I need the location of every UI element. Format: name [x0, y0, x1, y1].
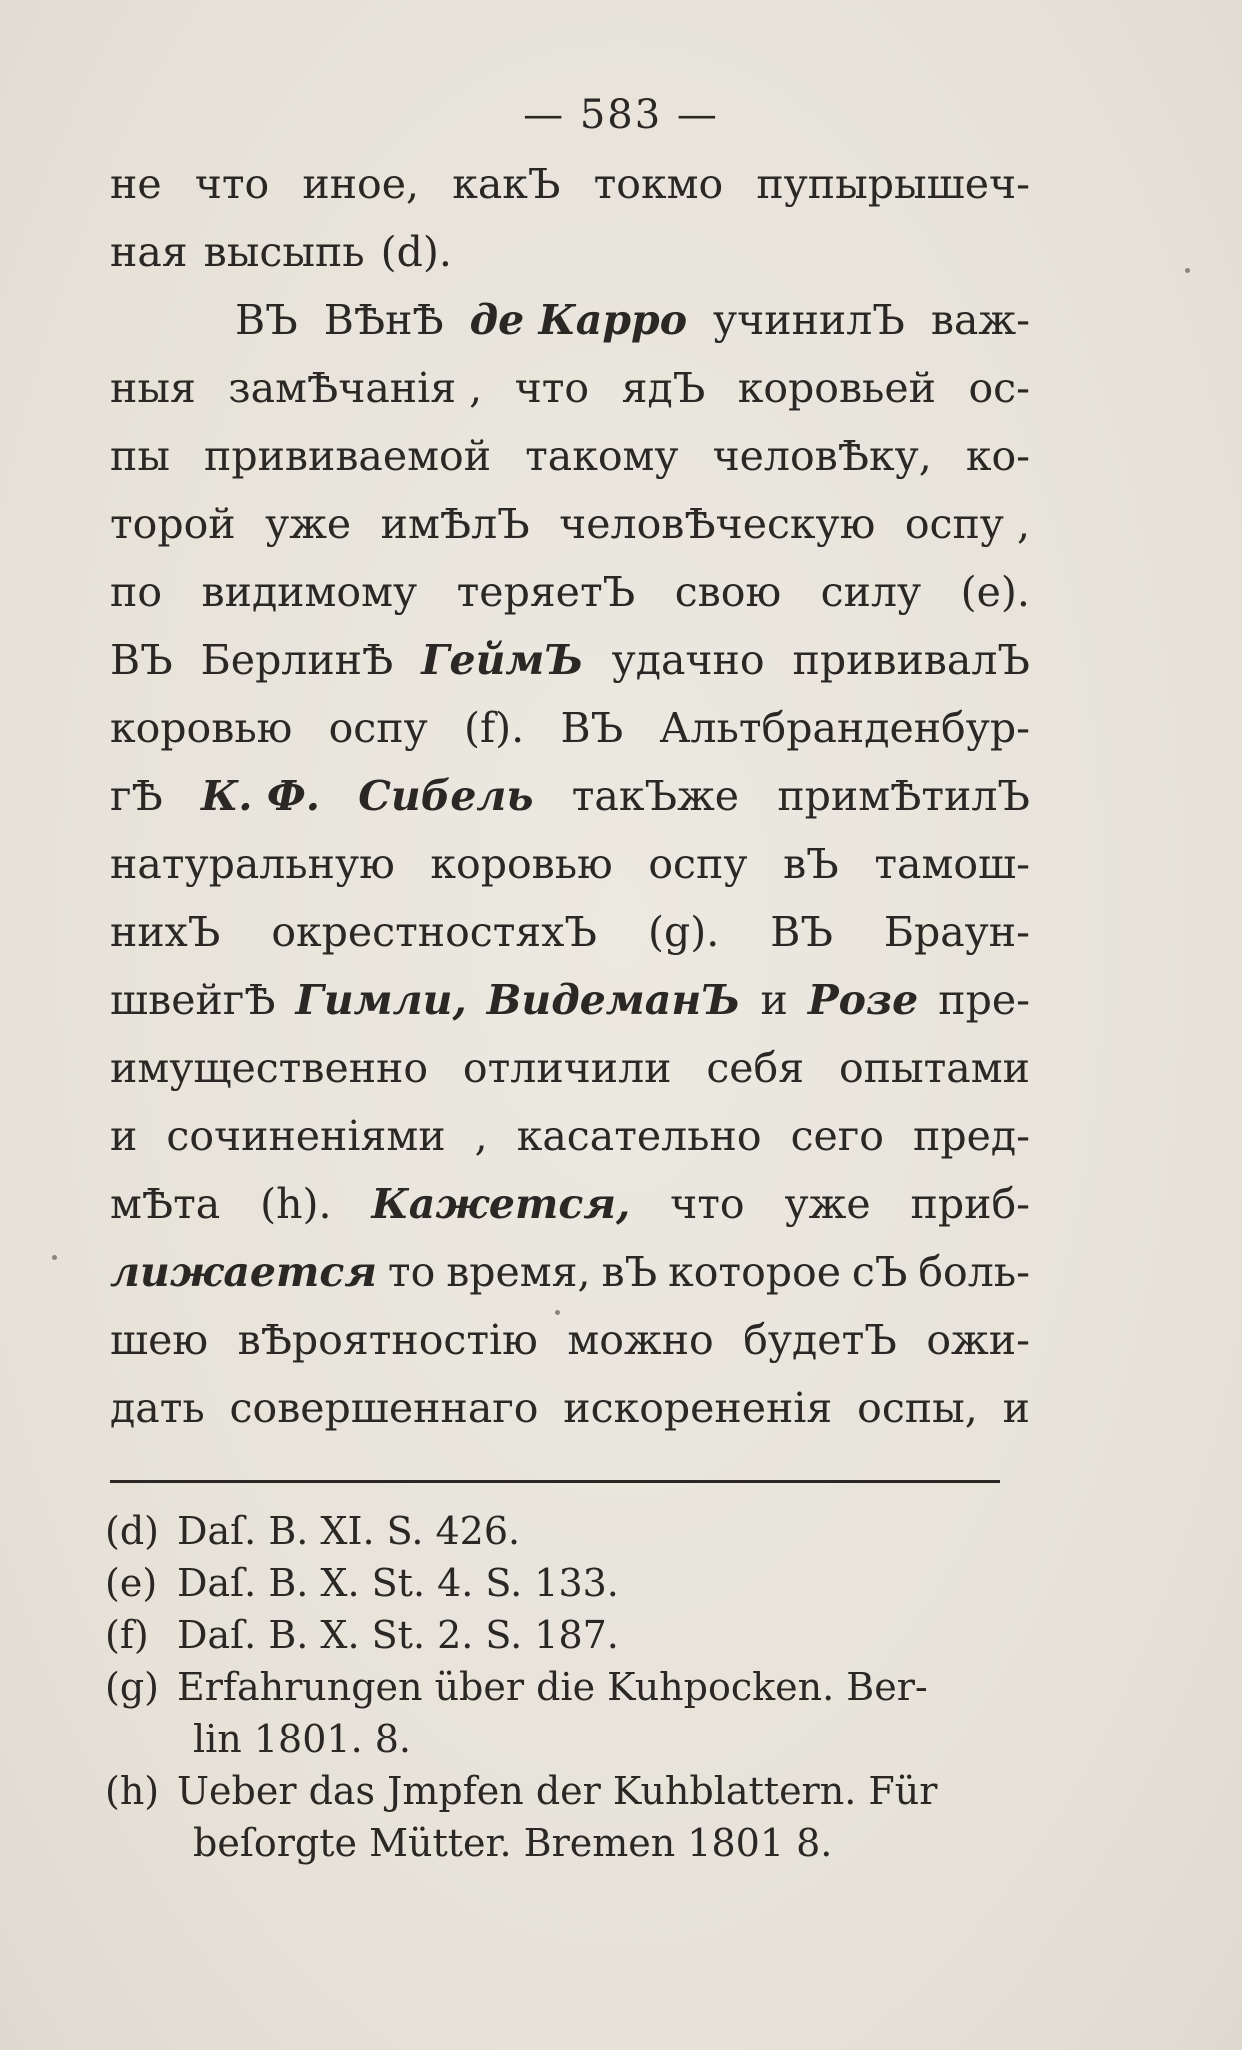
word: сего — [790, 1112, 884, 1160]
footnote — [105, 1765, 1035, 1817]
text-line — [110, 1374, 1030, 1442]
word: силу — [820, 568, 922, 616]
word: уже — [784, 1180, 871, 1228]
word: , — [474, 1112, 488, 1160]
text-line — [110, 1306, 1030, 1374]
word: де Карро — [469, 296, 688, 344]
word: теряетЪ — [456, 568, 636, 616]
word: не — [110, 160, 162, 208]
word: высыпь — [203, 228, 365, 276]
word: человѢческую — [559, 500, 876, 548]
word: (h). — [260, 1180, 332, 1228]
footnote-mark: (f) — [105, 1613, 149, 1657]
word: ВЪ — [110, 636, 173, 684]
footnote-text: Erfahrungen über die Kuhpocken. Ber- — [177, 1665, 928, 1709]
text-line — [110, 218, 1030, 286]
text-line — [110, 1170, 1030, 1238]
body-text — [110, 150, 1030, 1442]
word: такому — [525, 432, 679, 480]
footnote-text: Daſ. B. X. St. 2. S. 187. — [177, 1613, 619, 1657]
word: что — [670, 1180, 745, 1228]
word: прививалЪ — [792, 636, 1030, 684]
word: ядЪ — [621, 364, 706, 412]
word: оспу , — [904, 500, 1030, 548]
footnote-mark: (g) — [105, 1665, 159, 1709]
word: искорененія — [563, 1384, 833, 1432]
word: будетЪ — [743, 1316, 897, 1364]
word: замѢчанія , — [228, 364, 483, 412]
word: человѢку, — [712, 432, 932, 480]
word: коровью — [430, 840, 613, 888]
footnote — [105, 1505, 1035, 1557]
word: имѢлЪ — [380, 500, 530, 548]
word: и — [110, 1112, 138, 1160]
word: окрестностяхЪ — [271, 908, 597, 956]
word: коровью — [110, 704, 293, 752]
word: Альтбранденбур- — [659, 704, 1030, 752]
paper-speck — [555, 1310, 560, 1315]
footnote-text: Ueber das Jmpfen der Kuhblattern. Für — [177, 1769, 938, 1813]
word: которое — [668, 1248, 841, 1296]
text-line — [110, 1238, 1030, 1306]
word: БерлинѢ — [200, 636, 394, 684]
word: время, — [446, 1248, 591, 1296]
text-line — [110, 966, 1030, 1034]
word: приб- — [910, 1180, 1030, 1228]
word: вѢроятностію — [237, 1316, 538, 1364]
word: сЪ — [851, 1248, 908, 1296]
word: пред- — [913, 1112, 1030, 1160]
text-line — [110, 694, 1030, 762]
footnote-mark: (d) — [105, 1509, 159, 1553]
footnote-mark: (h) — [105, 1769, 160, 1813]
word: дать — [110, 1384, 205, 1432]
word: ВЪ — [235, 296, 298, 344]
word: ныя — [110, 364, 196, 412]
word: вЪ — [601, 1248, 658, 1296]
word: ожи- — [926, 1316, 1030, 1364]
footnote-divider — [110, 1480, 1000, 1483]
paper-speck — [52, 1255, 57, 1260]
word: ВидеманЪ — [486, 976, 741, 1024]
word: (e). — [960, 568, 1030, 616]
word: нихЪ — [110, 908, 221, 956]
word: тамош- — [874, 840, 1030, 888]
word: иное, — [302, 160, 420, 208]
word: ная — [110, 228, 188, 276]
word: то — [387, 1248, 436, 1296]
word: себя — [706, 1044, 805, 1092]
word: (d). — [380, 228, 452, 276]
word: совершеннаго — [229, 1384, 539, 1432]
text-line — [110, 558, 1030, 626]
word: прививаемой — [204, 432, 492, 480]
word: (f). — [463, 704, 525, 752]
word: Гимли, — [295, 976, 467, 1024]
footnote-continuation: lin 1801. 8. — [193, 1717, 411, 1761]
word: и — [1002, 1384, 1030, 1432]
word: пы — [110, 432, 170, 480]
word: Кажется, — [371, 1180, 631, 1228]
paper-speck — [1185, 268, 1190, 273]
word: ВѢнѢ — [323, 296, 444, 344]
word: вЪ — [783, 840, 839, 888]
word: Браун- — [883, 908, 1030, 956]
page-number: — 583 — — [523, 92, 719, 138]
text-line — [110, 1102, 1030, 1170]
word: учинилЪ — [713, 296, 905, 344]
text-line — [110, 150, 1030, 218]
footnote-text: Daſ. B. XI. S. 426. — [177, 1509, 521, 1553]
word: швейгѢ — [110, 976, 276, 1024]
word: пупырышеч- — [756, 160, 1030, 208]
footnotes — [105, 1505, 1035, 1869]
word: важ- — [930, 296, 1030, 344]
text-line — [110, 422, 1030, 490]
word: свою — [674, 568, 782, 616]
word: Розе — [807, 976, 919, 1024]
word: торой — [110, 500, 236, 548]
word: такЪже — [571, 772, 740, 820]
word: какЪ — [452, 160, 561, 208]
word: и — [760, 976, 788, 1024]
footnote — [105, 1661, 1035, 1713]
word: К. Ф. — [200, 772, 321, 820]
word: боль- — [918, 1248, 1030, 1296]
word: шею — [110, 1316, 209, 1364]
word: уже — [265, 500, 352, 548]
word: гѢ — [110, 772, 163, 820]
text-line — [110, 898, 1030, 966]
word: коровьей — [737, 364, 936, 412]
word: касательно — [516, 1112, 762, 1160]
word: ВЪ — [770, 908, 833, 956]
word: можно — [567, 1316, 714, 1364]
text-line — [110, 762, 1030, 830]
text-line — [110, 626, 1030, 694]
text-line — [110, 286, 1030, 354]
text-line — [110, 830, 1030, 898]
text-line — [110, 490, 1030, 558]
word: что — [194, 160, 270, 208]
word: что — [514, 364, 590, 412]
word: примѢтилЪ — [777, 772, 1030, 820]
word: видимому — [201, 568, 418, 616]
word: сочиненіями — [166, 1112, 446, 1160]
footnote-mark: (e) — [105, 1561, 158, 1605]
word: имущественно — [110, 1044, 429, 1092]
word: ос- — [968, 364, 1030, 412]
text-line — [110, 354, 1030, 422]
footnote — [105, 1557, 1035, 1609]
word: оспы, — [857, 1384, 978, 1432]
word: ко- — [965, 432, 1030, 480]
word: мѢта — [110, 1180, 221, 1228]
word: оспу — [648, 840, 748, 888]
word: токмо — [593, 160, 724, 208]
word: Сибель — [358, 772, 534, 820]
word: пре- — [938, 976, 1030, 1024]
word: опытами — [838, 1044, 1030, 1092]
word: ГеймЪ — [421, 636, 584, 684]
word: лижается — [110, 1248, 377, 1296]
footnote-continuation: beſorgte Mütter. Bremen 1801 8. — [193, 1821, 833, 1865]
footnote — [105, 1609, 1035, 1661]
word: удачно — [611, 636, 765, 684]
text-line — [110, 1034, 1030, 1102]
word: по — [110, 568, 163, 616]
word: ВЪ — [560, 704, 624, 752]
footnote-text: Daſ. B. X. St. 4. S. 133. — [177, 1561, 619, 1605]
word: оспу — [328, 704, 428, 752]
word: натуральную — [110, 840, 395, 888]
word: отличили — [462, 1044, 672, 1092]
word: (g). — [647, 908, 720, 956]
